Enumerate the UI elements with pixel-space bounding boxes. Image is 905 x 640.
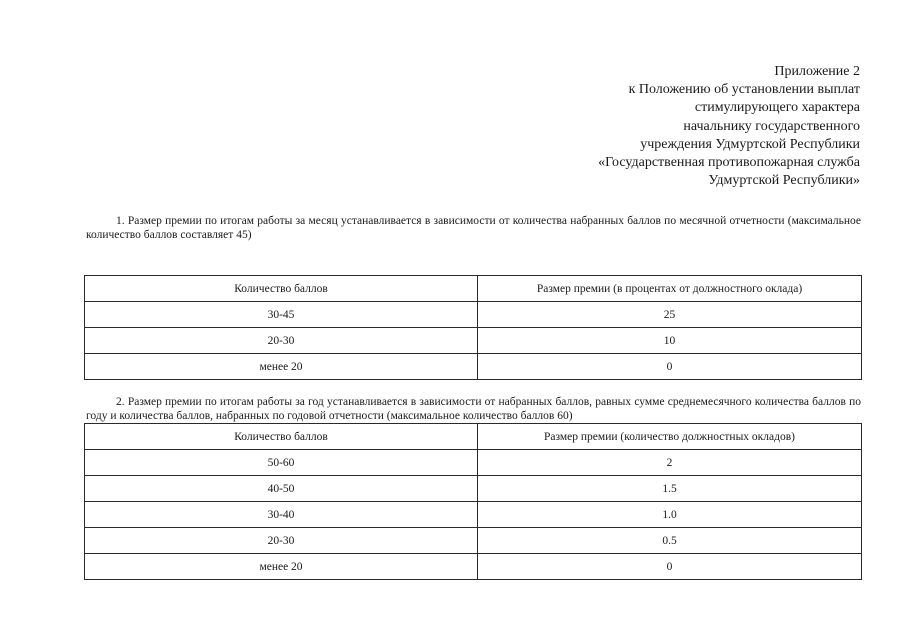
points-cell: 30-45	[85, 302, 478, 328]
appendix-line: к Положению об установлении выплат	[628, 82, 860, 98]
table-header-row	[85, 276, 862, 302]
table-row	[85, 554, 862, 580]
bonus-cell: 0	[478, 354, 862, 380]
monthly-bonus-table	[84, 275, 862, 380]
bonus-cell: 25	[478, 302, 862, 328]
column-header-bonus: Размер премии (в процентах от должностного оклада)	[478, 276, 862, 302]
table-row	[85, 328, 862, 354]
table-header-row	[85, 424, 862, 450]
appendix-line: «Государственная противопожарная служба	[598, 155, 860, 171]
column-header-points: Количество баллов	[85, 276, 478, 302]
appendix-line: Удмуртской Республики»	[708, 173, 860, 189]
bonus-cell: 2	[478, 450, 862, 476]
points-cell: 40-50	[85, 476, 478, 502]
table-row	[85, 354, 862, 380]
points-cell: менее 20	[85, 354, 478, 380]
points-cell: 20-30	[85, 328, 478, 354]
table-row	[85, 528, 862, 554]
table-row	[85, 476, 862, 502]
section-2-paragraph: 2. Размер премии по итогам работы за год устанавливается в зависимости от набранных баллов, равных сумме среднемесячного количества баллов по году и количества баллов, набранных по годовой отчетности (максимальное количество баллов 60)	[86, 396, 861, 422]
column-header-points: Количество баллов	[85, 424, 478, 450]
points-cell: 30-40	[85, 502, 478, 528]
appendix-line: начальнику государственного	[683, 118, 860, 134]
points-cell: 50-60	[85, 450, 478, 476]
points-cell: 20-30	[85, 528, 478, 554]
annual-bonus-table	[84, 423, 862, 580]
appendix-line: учреждения Удмуртской Республики	[640, 136, 860, 152]
table-row	[85, 450, 862, 476]
section-1-paragraph: 1. Размер премии по итогам работы за месяц устанавливается в зависимости от количества набранных баллов по месячной отчетности (максимальное количество баллов составляет 45)	[86, 215, 861, 241]
appendix-line: стимулирующего характера	[694, 100, 860, 116]
points-cell: менее 20	[85, 554, 478, 580]
appendix-line: Приложение 2	[774, 64, 860, 79]
bonus-cell: 0.5	[478, 528, 862, 554]
bonus-cell: 1.0	[478, 502, 862, 528]
column-header-bonus: Размер премии (количество должностных окладов)	[478, 424, 862, 450]
bonus-cell: 10	[478, 328, 862, 354]
table-row	[85, 302, 862, 328]
appendix-header	[598, 63, 860, 190]
table-row	[85, 502, 862, 528]
bonus-cell: 0	[478, 554, 862, 580]
bonus-cell: 1.5	[478, 476, 862, 502]
